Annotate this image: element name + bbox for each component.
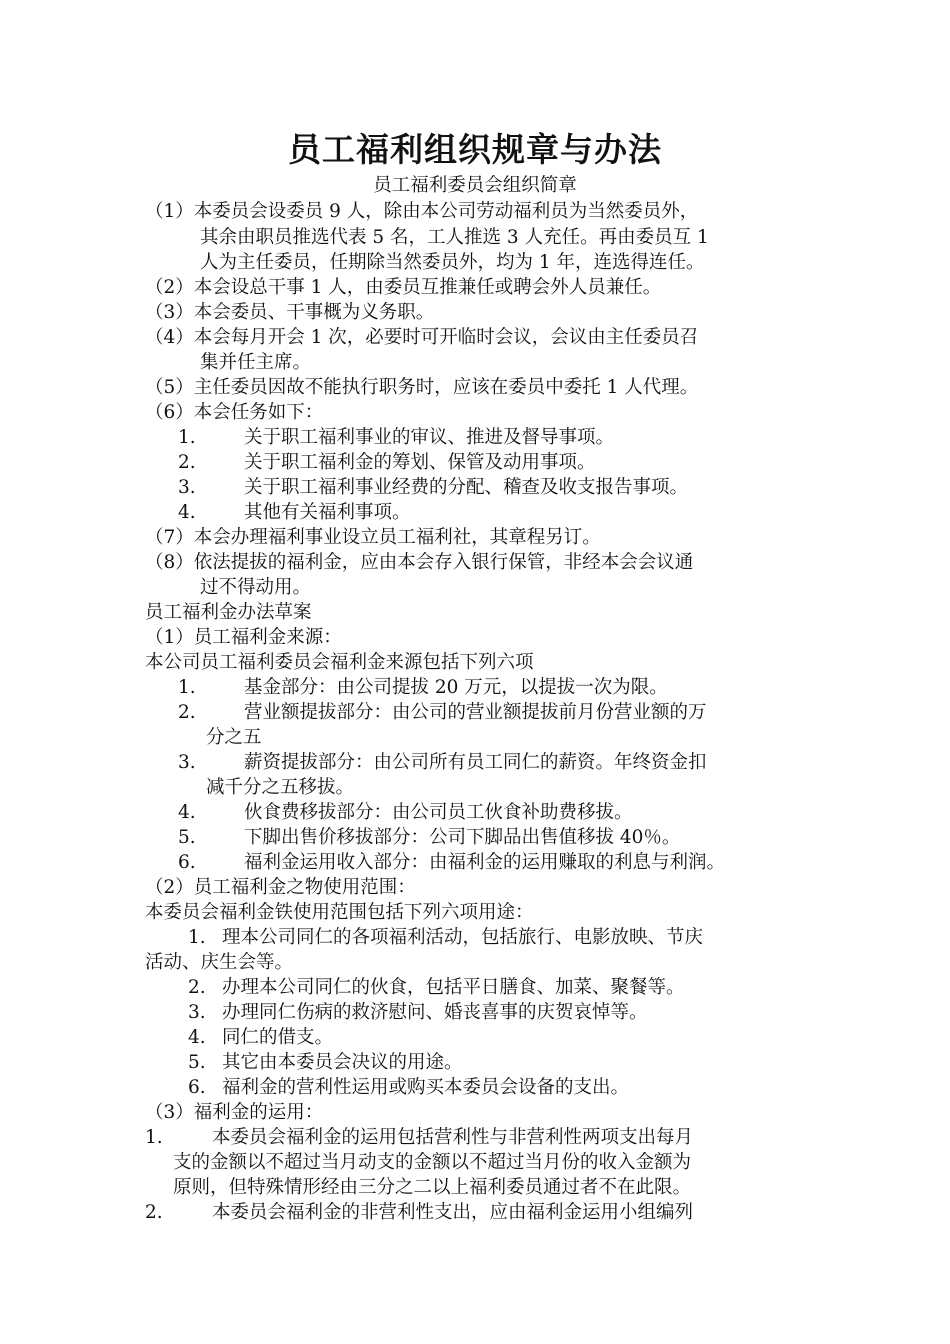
source-number: 2. (178, 702, 196, 723)
charter-item-8-line-2: 过不得动用。 (200, 577, 312, 598)
use-continuation: 活动、庆生会等。 (145, 952, 294, 973)
application-line: 本委员会福利金的非营利性支出，应由福利金运用小组编列 (212, 1202, 694, 1223)
source-number: 4. (178, 802, 196, 823)
charter-item-1-line-3: 人为主任委员，任期除当然委员外，均为 1 年，连选得连任。 (200, 252, 705, 273)
source-text: 薪资提拔部分：由公司所有员工同仁的薪资。年终资金扣 (244, 752, 707, 773)
charter-item-5: （5）主任委员因故不能执行职务时，应该在委员中委托 1 人代理。 (145, 377, 699, 398)
section-3-heading: （3）福利金的运用： (145, 1102, 324, 1123)
application-number: 2. (145, 1202, 163, 1223)
use-text: 办理本公司同仁的伙食，包括平日膳食、加菜、聚餐等。 (222, 977, 685, 998)
use-number: 5. (188, 1052, 206, 1073)
source-number: 1. (178, 677, 196, 698)
charter-item-1-line-2: 其余由职员推选代表 5 名，工人推选 3 人充任。再由委员互 1 (200, 227, 709, 248)
use-number: 2. (188, 977, 206, 998)
section-2-heading: （2）员工福利金之物使用范围： (145, 877, 416, 898)
task-number: 3. (178, 477, 196, 498)
section-1-heading: （1）员工福利金来源： (145, 627, 342, 648)
use-text: 福利金的营利性运用或购买本委员会设备的支出。 (222, 1077, 630, 1098)
charter-item-2: （2）本会设总干事 1 人，由委员互推兼任或聘会外人员兼任。 (145, 277, 662, 298)
source-number: 5. (178, 827, 196, 848)
subtitle: 员工福利委员会组织简章 (373, 175, 577, 196)
source-continuation: 减千分之五移拔。 (206, 777, 355, 798)
charter-item-4-line-2: 集并任主席。 (200, 352, 312, 373)
charter-item-4-line-1: （4）本会每月开会 1 次，必要时可开临时会议，会议由主任委员召 (145, 327, 699, 348)
source-text: 基金部分：由公司提拔 20 万元，以提拔一次为限。 (244, 677, 668, 698)
source-text: 福利金运用收入部分：由福利金的运用赚取的利息与利润。 (244, 852, 726, 873)
application-line: 本委员会福利金的运用包括营利性与非营利性两项支出每月 (212, 1127, 694, 1148)
task-number: 4. (178, 502, 196, 523)
task-number: 2. (178, 452, 196, 473)
use-text: 理本公司同仁的各项福利活动，包括旅行、电影放映、节庆 (222, 927, 704, 948)
source-text: 下脚出售价移拔部分：公司下脚品出售值移拔 40％。 (244, 827, 681, 848)
charter-item-8-line-1: （8）依法提拔的福利金，应由本会存入银行保管，非经本会会议通 (145, 552, 694, 573)
task-text: 关于职工福利金的筹划、保管及动用事项。 (244, 452, 596, 473)
source-text: 伙食费移拔部分：由公司员工伙食补助费移拔。 (244, 802, 633, 823)
source-continuation: 分之五 (206, 727, 262, 748)
use-number: 4. (188, 1027, 206, 1048)
source-number: 6. (178, 852, 196, 873)
task-text: 关于职工福利事业的审议、推进及督导事项。 (244, 427, 615, 448)
charter-item-3: （3）本会委员、干事概为义务职。 (145, 302, 435, 323)
section-1-intro: 本公司员工福利委员会福利金来源包括下列六项 (145, 652, 534, 673)
use-text: 同仁的借支。 (222, 1027, 334, 1048)
source-number: 3. (178, 752, 196, 773)
section-2-intro: 本委员会福利金铁使用范围包括下列六项用途： (145, 902, 534, 923)
application-line: 支的金额以不超过当月动支的金额以不超过当月份的收入金额为 (173, 1152, 692, 1173)
charter-item-6: （6）本会任务如下： (145, 402, 324, 423)
task-number: 1. (178, 427, 196, 448)
task-text: 其他有关福利事项。 (244, 502, 411, 523)
plan-heading: 员工福利金办法草案 (145, 602, 312, 623)
application-line: 原则，但特殊情形经由三分之二以上福利委员通过者不在此限。 (173, 1177, 692, 1198)
application-number: 1. (145, 1127, 163, 1148)
task-text: 关于职工福利事业经费的分配、稽查及收支报告事项。 (244, 477, 689, 498)
use-number: 3. (188, 1002, 206, 1023)
use-text: 办理同仁伤病的救济慰问、婚丧喜事的庆贺哀悼等。 (222, 1002, 648, 1023)
use-number: 6. (188, 1077, 206, 1098)
document-title: 员工福利组织规章与办法 (288, 130, 662, 169)
source-text: 营业额提拔部分：由公司的营业额提拔前月份营业额的万 (244, 702, 707, 723)
charter-item-1-line-1: （1）本委员会设委员 9 人，除由本公司劳动福利员为当然委员外， (145, 201, 699, 222)
use-number: 1. (188, 927, 206, 948)
use-text: 其它由本委员会决议的用途。 (222, 1052, 463, 1073)
charter-item-7: （7）本会办理福利事业设立员工福利社，其章程另订。 (145, 527, 601, 548)
